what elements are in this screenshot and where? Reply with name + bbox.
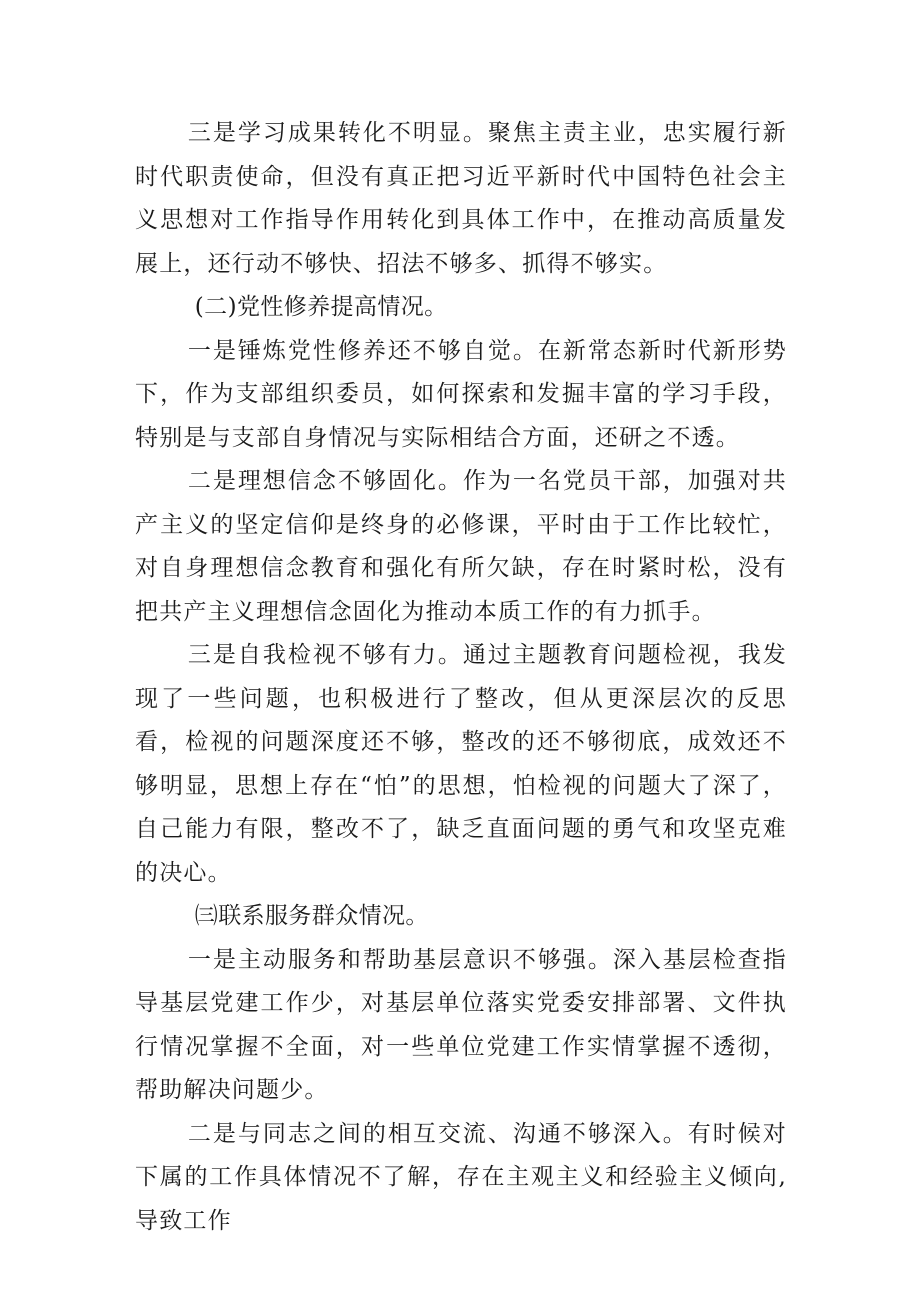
paragraph-self-inspection: 三是自我检视不够有力。通过主题教育问题检视，我发现了一些问题，也积极进行了整改，但从更深层次的反思看，检视的问题深度还不够，整改的还不够彻底，成效还不够明显，思想上存在“怕”的思想，怕检视的问题大了深了，自己能力有限，整改不了，缺乏直面问题的勇气和攻坚克难的决心。 bbox=[135, 642, 787, 886]
paragraph-communication: 二是与同志之间的相互交流、沟通不够深入。有时候对下属的工作具体情况不了解，存在主观主义和经验主义倾向,导致工作 bbox=[135, 1120, 787, 1234]
section-heading-serving-masses: ㈢联系服务群众情况。 bbox=[194, 903, 429, 929]
paragraph-party-spirit-cultivation: 一是锤炼党性修养还不够自觉。在新常态新时代新形势下，作为支部组织委员，如何探索和发掘丰富的学习手段，特别是与支部自身情况与实际相结合方面，还研之不透。 bbox=[135, 337, 787, 451]
paragraph-serving-grassroots: 一是主动服务和帮助基层意识不够强。深入基层检查指导基层党建工作少，对基层单位落实党委安排部署、文件执行情况掌握不全面，对一些单位党建工作实情掌握不透彻，帮助解决问题少。 bbox=[135, 946, 787, 1103]
paragraph-learning-results: 三是学习成果转化不明显。聚焦主责主业，忠实履行新时代职责使命，但没有真正把习近平新时代中国特色社会主义思想对工作指导作用转化到具体工作中，在推动高质量发展上，还行动不够快、招法不够多、抓得不够实。 bbox=[135, 120, 787, 277]
document-body bbox=[135, 112, 787, 1243]
section-heading-party-spirit: (二)党性修养提高情况。 bbox=[194, 294, 448, 320]
paragraph-ideals-beliefs: 二是理想信念不够固化。作为一名党员干部，加强对共产主义的坚定信仰是终身的必修课，平时由于工作比较忙，对自身理想信念教育和强化有所欠缺，存在时紧时松，没有把共产主义理想信念固化为推动本质工作的有力抓手。 bbox=[135, 468, 787, 625]
